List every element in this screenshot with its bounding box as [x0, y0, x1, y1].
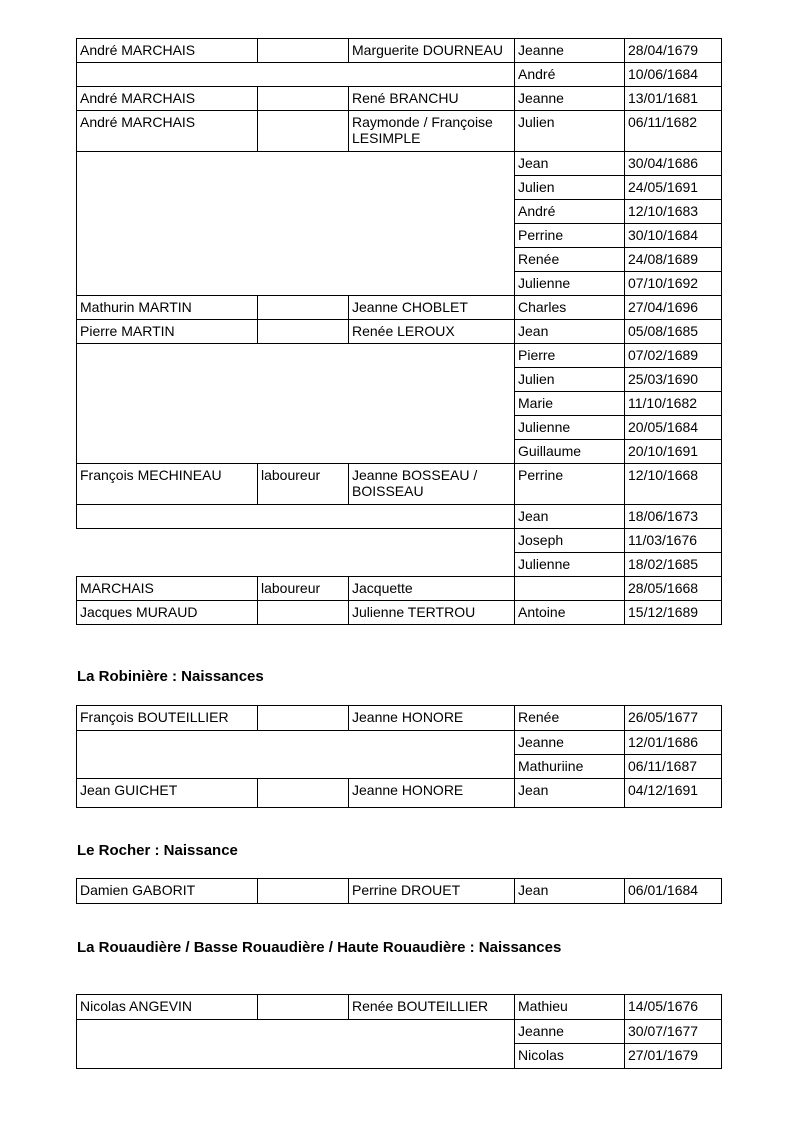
occupation-cell: [258, 601, 349, 625]
child-cell: Julienne: [515, 272, 625, 296]
child-cell: Renée: [515, 706, 625, 731]
table-row: [77, 731, 722, 755]
date-cell: 24/05/1691: [625, 176, 722, 200]
date-cell: 10/06/1684: [625, 63, 722, 87]
father-cell: Jean GUICHET: [77, 779, 258, 808]
date-cell: 11/03/1676: [625, 529, 722, 553]
child-cell: Joseph: [515, 529, 625, 553]
date-cell: 07/10/1692: [625, 272, 722, 296]
mother-cell: Jeanne HONORE: [349, 706, 515, 731]
table-row: [77, 995, 722, 1020]
date-cell: 26/05/1677: [625, 706, 722, 731]
date-cell: 07/02/1689: [625, 344, 722, 368]
child-cell: Jean: [515, 879, 625, 904]
births-table-rouaudiere: [76, 994, 722, 1069]
father-cell: François BOUTEILLIER: [77, 706, 258, 731]
child-cell: Renée: [515, 248, 625, 272]
section-title: La Rouaudière / Basse Rouaudière / Haute Rouaudière : Naissances: [77, 939, 562, 956]
table-row: [77, 63, 722, 87]
occupation-cell: [258, 320, 349, 344]
occupation-cell: [258, 39, 349, 63]
child-cell: [515, 577, 625, 601]
empty-parents-cell: [77, 529, 515, 577]
section-title: Le Rocher : Naissance: [77, 842, 238, 859]
date-cell: 28/05/1668: [625, 577, 722, 601]
father-cell: André MARCHAIS: [77, 87, 258, 111]
child-cell: Perrine: [515, 224, 625, 248]
father-cell: Pierre MARTIN: [77, 320, 258, 344]
father-cell: Jacques MURAUD: [77, 601, 258, 625]
empty-parents-cell: [77, 505, 515, 529]
date-cell: 14/05/1676: [625, 995, 722, 1020]
date-cell: 27/01/1679: [625, 1044, 722, 1069]
date-cell: 30/10/1684: [625, 224, 722, 248]
child-cell: Marie: [515, 392, 625, 416]
child-cell: Perrine: [515, 464, 625, 505]
father-cell: MARCHAIS: [77, 577, 258, 601]
occupation-cell: [258, 706, 349, 731]
father-cell: Nicolas ANGEVIN: [77, 995, 258, 1020]
mother-cell: René BRANCHU: [349, 87, 515, 111]
date-cell: 24/08/1689: [625, 248, 722, 272]
father-cell: André MARCHAIS: [77, 111, 258, 152]
date-cell: 04/12/1691: [625, 779, 722, 808]
empty-parents-cell: [77, 63, 515, 87]
table-row: [77, 87, 722, 111]
date-cell: 12/10/1683: [625, 200, 722, 224]
mother-cell: Jacquette: [349, 577, 515, 601]
occupation-cell: [258, 87, 349, 111]
table-row: [77, 344, 722, 368]
child-cell: Mathieu: [515, 995, 625, 1020]
empty-parents-cell: [77, 344, 515, 464]
mother-cell: Julienne TERTROU: [349, 601, 515, 625]
child-cell: Julien: [515, 368, 625, 392]
child-cell: Charles: [515, 296, 625, 320]
table-row: [77, 706, 722, 731]
child-cell: Pierre: [515, 344, 625, 368]
child-cell: Julien: [515, 176, 625, 200]
date-cell: 25/03/1690: [625, 368, 722, 392]
births-table-rocher: [76, 878, 722, 904]
date-cell: 30/07/1677: [625, 1020, 722, 1044]
child-cell: Jean: [515, 779, 625, 808]
mother-cell: Perrine DROUET: [349, 879, 515, 904]
date-cell: 20/10/1691: [625, 440, 722, 464]
births-table-robiniere: [76, 705, 722, 808]
occupation-cell: [258, 879, 349, 904]
occupation-cell: [258, 779, 349, 808]
date-cell: 12/01/1686: [625, 731, 722, 755]
date-cell: 06/11/1682: [625, 111, 722, 152]
table-row: [77, 529, 722, 553]
empty-parents-cell: [77, 731, 515, 779]
father-cell: André MARCHAIS: [77, 39, 258, 63]
table-row: [77, 152, 722, 176]
table-row: [77, 577, 722, 601]
date-cell: 18/06/1673: [625, 505, 722, 529]
occupation-cell: [258, 111, 349, 152]
date-cell: 15/12/1689: [625, 601, 722, 625]
father-cell: Mathurin MARTIN: [77, 296, 258, 320]
mother-cell: Jeanne HONORE: [349, 779, 515, 808]
table-row: [77, 779, 722, 808]
table-row: [77, 505, 722, 529]
mother-cell: Raymonde / Françoise LESIMPLE: [349, 111, 515, 152]
child-cell: Antoine: [515, 601, 625, 625]
date-cell: 05/08/1685: [625, 320, 722, 344]
date-cell: 06/11/1687: [625, 755, 722, 779]
child-cell: Jean: [515, 320, 625, 344]
mother-cell: Marguerite DOURNEAU: [349, 39, 515, 63]
date-cell: 28/04/1679: [625, 39, 722, 63]
empty-parents-cell: [77, 1020, 515, 1069]
table-row: [77, 320, 722, 344]
child-cell: Jean: [515, 505, 625, 529]
date-cell: 06/01/1684: [625, 879, 722, 904]
date-cell: 30/04/1686: [625, 152, 722, 176]
father-cell: Damien GABORIT: [77, 879, 258, 904]
table-row: [77, 296, 722, 320]
child-cell: Jeanne: [515, 39, 625, 63]
date-cell: 18/02/1685: [625, 553, 722, 577]
child-cell: André: [515, 200, 625, 224]
child-cell: Jean: [515, 152, 625, 176]
occupation-cell: laboureur: [258, 577, 349, 601]
child-cell: Mathuriine: [515, 755, 625, 779]
date-cell: 27/04/1696: [625, 296, 722, 320]
child-cell: Julien: [515, 111, 625, 152]
occupation-cell: [258, 995, 349, 1020]
mother-cell: Jeanne CHOBLET: [349, 296, 515, 320]
occupation-cell: [258, 296, 349, 320]
section-title: La Robinière : Naissances: [77, 668, 264, 685]
births-table-1: [76, 38, 722, 625]
mother-cell: Jeanne BOSSEAU / BOISSEAU: [349, 464, 515, 505]
date-cell: 20/05/1684: [625, 416, 722, 440]
table-row: [77, 879, 722, 904]
occupation-cell: laboureur: [258, 464, 349, 505]
date-cell: 12/10/1668: [625, 464, 722, 505]
date-cell: 13/01/1681: [625, 87, 722, 111]
child-cell: Jeanne: [515, 731, 625, 755]
table-row: [77, 464, 722, 505]
child-cell: Julienne: [515, 416, 625, 440]
table-row: [77, 111, 722, 152]
table-row: [77, 601, 722, 625]
child-cell: Jeanne: [515, 1020, 625, 1044]
child-cell: André: [515, 63, 625, 87]
child-cell: Jeanne: [515, 87, 625, 111]
mother-cell: Renée LEROUX: [349, 320, 515, 344]
table-row: [77, 39, 722, 63]
mother-cell: Renée BOUTEILLIER: [349, 995, 515, 1020]
father-cell: François MECHINEAU: [77, 464, 258, 505]
empty-parents-cell: [77, 152, 515, 296]
child-cell: Nicolas: [515, 1044, 625, 1069]
child-cell: Guillaume: [515, 440, 625, 464]
date-cell: 11/10/1682: [625, 392, 722, 416]
table-row: [77, 1020, 722, 1044]
child-cell: Julienne: [515, 553, 625, 577]
